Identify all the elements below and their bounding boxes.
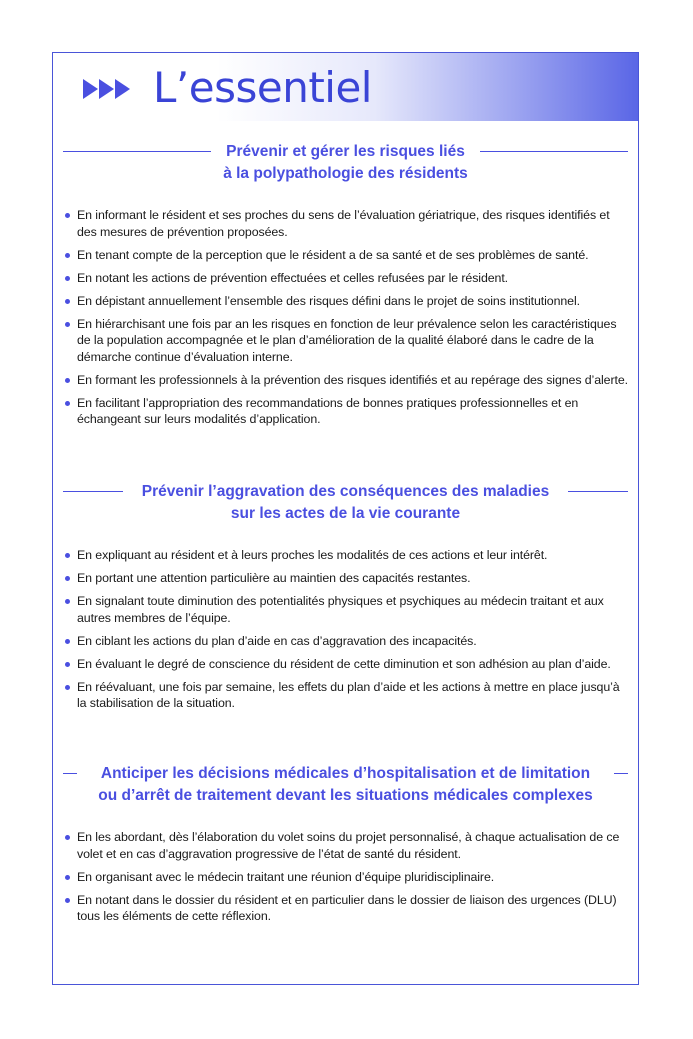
bullet-list [63,207,628,428]
section-heading-line1: Prévenir l’aggravation des conséquences des maladies [141,483,550,500]
list-item: En réévaluant, une fois par semaine, les effets du plan d’aide et les actions à mettre en place jusqu’à la stabilisation de la situation. [63,679,628,712]
list-item: En évaluant le degré de conscience du résident de cette diminution et son adhésion au plan d’aide. [63,656,628,673]
list-item: En signalant toute diminution des potentialités physiques et psychiques au médecin traitant et aux autres membres de l’équipe. [63,593,628,626]
list-item: En formant les professionnels à la prévention des risques identifiés et au repérage des signes d’alerte. [63,372,628,389]
bullet-icon [65,576,70,581]
section-heading-line2: à la polypathologie des résidents [223,165,468,182]
heading-rule-left [63,491,123,492]
bullet-list [63,547,628,712]
section-polypathologie [63,141,628,434]
list-item: En portant une attention particulière au maintien des capacités restantes. [63,570,628,587]
bullet-list [63,829,628,925]
section-heading [63,141,628,185]
section-decisions-medicales [63,763,628,931]
bullet-icon [65,662,70,667]
section-heading-line1: Anticiper les décisions médicales d’hospitalisation et de limitation [100,765,591,782]
section-aggravation [63,481,628,718]
bullet-icon [65,253,70,258]
bullet-icon [65,898,70,903]
heading-rule-right [568,491,628,492]
list-item: En notant les actions de prévention effectuées et celles refusées par le résident. [63,270,628,287]
bullet-icon [65,685,70,690]
heading-rule-left [63,773,77,774]
section-heading-line2: sur les actes de la vie courante [230,505,461,522]
heading-rule-right [480,151,628,152]
bullet-icon [65,639,70,644]
list-item: En organisant avec le médecin traitant une réunion d’équipe pluridisciplinaire. [63,869,628,886]
list-item: En expliquant au résident et à leurs proches les modalités de ces actions et leur intérêt. [63,547,628,564]
section-heading-line2: ou d’arrêt de traitement devant les situations médicales complexes [98,787,593,804]
header-banner [53,53,638,121]
list-item: En informant le résident et ses proches du sens de l’évaluation gériatrique, des risques identifiés et des mesures de prévention proposées. [63,207,628,240]
section-heading [63,763,628,807]
page-title: L’essentiel [153,63,372,112]
list-item: En les abordant, dès l’élaboration du volet soins du projet personnalisé, à chaque actualisation de ce volet et en cas d’aggravation progressive de l’état de santé du résident. [63,829,628,862]
section-heading [63,481,628,525]
heading-rule-right [614,773,628,774]
bullet-icon [65,276,70,281]
bullet-icon [65,599,70,604]
essentiel-box [52,52,639,985]
bullet-icon [65,378,70,383]
list-item: En tenant compte de la perception que le résident a de sa santé et de ses problèmes de santé. [63,247,628,264]
section-heading-line1: Prévenir et gérer les risques liés [226,143,465,160]
list-item: En ciblant les actions du plan d’aide en cas d’aggravation des incapacités. [63,633,628,650]
bullet-icon [65,835,70,840]
bullet-icon [65,553,70,558]
heading-rule-left [63,151,211,152]
triple-arrow-icon [83,79,131,99]
list-item: En dépistant annuellement l’ensemble des risques défini dans le projet de soins institutionnel. [63,293,628,310]
bullet-icon [65,401,70,406]
list-item: En hiérarchisant une fois par an les risques en fonction de leur prévalence selon les caractéristiques de la population accompagnée et le plan d’amélioration de la qualité élaboré dans le cadre de la démarche continue d’évaluation interne. [63,316,628,366]
bullet-icon [65,299,70,304]
list-item: En notant dans le dossier du résident et en particulier dans le dossier de liaison des urgences (DLU) tous les éléments de cette réflexion. [63,892,628,925]
bullet-icon [65,322,70,327]
list-item: En facilitant l’appropriation des recommandations de bonnes pratiques professionnelles et en échangeant sur leurs modalités d’application. [63,395,628,428]
bullet-icon [65,875,70,880]
bullet-icon [65,213,70,218]
